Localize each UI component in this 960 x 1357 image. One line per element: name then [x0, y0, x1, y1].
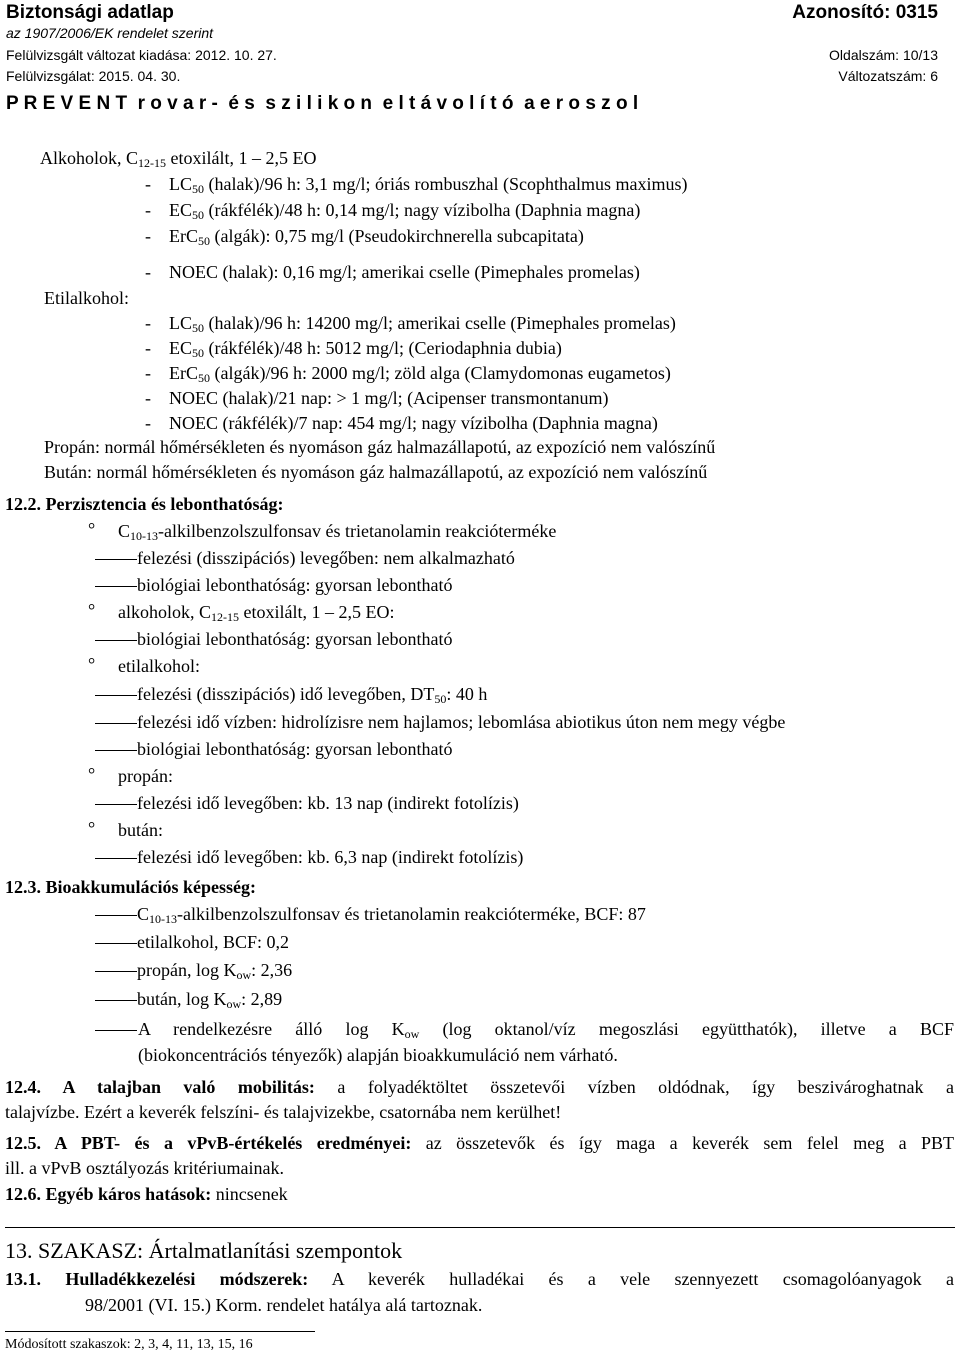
propane-note: Propán: normál hőmérsékleten és nyomáson gáz halmazállapotú, az expozíció nem valószínű: [44, 437, 716, 457]
ethanol-ec50-line: - EC50 (rákfélék)/48 h: 5012 mg/l; (Ceriodaphnia dubia): [145, 338, 562, 360]
document-title: Biztonsági adatlap: [6, 2, 174, 23]
alcohol-ec50-line: - EC50 (rákfélék)/48 h: 0,14 mg/l; nagy vízibolha (Daphnia magna): [145, 200, 641, 222]
s122-c1-b: biológiai lebonthatóság: gyorsan lebontható: [95, 575, 452, 596]
dash-marker: [95, 915, 137, 916]
s122-c3-a: felezési (disszipációs) idő levegőben, DT50: 40 h: [95, 684, 487, 705]
s131-line2: 98/2001 (VI. 15.) Korm. rendelet hatálya alá tartoznak.: [85, 1295, 483, 1315]
ethanol-noec-fish-line: - NOEC (halak)/21 nap: > 1 mg/l; (Acipenser transmontanum): [145, 388, 609, 408]
s123-l5b: (biokoncentrációs tényezők) alapján bioakkumuláció nem várható.: [138, 1045, 618, 1065]
revised-version-date: Felülvizsgált változat kiadása: 2012. 10. 27.: [6, 47, 277, 63]
dash-marker: [95, 750, 137, 751]
dash-marker: [95, 640, 137, 641]
butane-note: Bután: normál hőmérsékleten és nyomáson gáz halmazállapotú, az expozíció nem valószínű: [44, 462, 708, 482]
s123-l3: propán, log Kow: 2,36: [95, 960, 292, 981]
document-id: Azonosító: 0315: [792, 2, 938, 23]
s122-c2-a: biológiai lebonthatóság: gyorsan lebontható: [95, 629, 452, 650]
alcohol-lc50-line: - LC50 (halak)/96 h: 3,1 mg/l; óriás rombuszhal (Scophthalmus maximus): [145, 174, 688, 196]
degree-bullet: °: [88, 654, 96, 674]
product-name: P R E V E N T r o v a r - é s s z i l i k o n e l t á v o l í t ó a e r o s z o l: [6, 93, 639, 114]
modified-sections: Módosított szakaszok: 2, 3, 4, 11, 13, 15, 16: [5, 1337, 253, 1352]
s123-l4: bután, log Kow: 2,89: [95, 989, 282, 1010]
alcohols-heading: Alkoholok, C12-15 etoxilált, 1 – 2,5 EO: [40, 148, 317, 170]
s123-l2: etilalkohol, BCF: 0,2: [95, 932, 289, 953]
section-12-2-heading: 12.2. Perzisztencia és lebonthatóság:: [5, 494, 284, 514]
s123-l1: C10-13-alkilbenzolszulfonsav és trietanolamin reakcióterméke, BCF: 87: [95, 904, 646, 925]
section-12-3-heading: 12.3. Bioakkumulációs képesség:: [5, 877, 257, 897]
s122-c1-a: felezési (disszipációs) levegőben: nem alkalmazható: [95, 548, 515, 569]
review-date: Felülvizsgálat: 2015. 04. 30.: [6, 68, 181, 84]
s124-line2: talajvízbe. Ezért a keverék felszíni- és talajvizekbe, csatornába nem kerülhet!: [5, 1102, 562, 1122]
s124-line1: 12.4. A talajban való mobilitás: a folyadéktöltet összetevői vízben oldódnak, így beszivároghatnak a: [5, 1077, 954, 1097]
dash-marker: [95, 943, 137, 944]
degree-bullet: °: [88, 519, 96, 539]
alcohol-noec-line: - NOEC (halak): 0,16 mg/l; amerikai cselle (Pimephales promelas): [145, 262, 640, 282]
s125-line1: 12.5. A PBT- és a vPvB-értékelés eredményei: az összetevők és így maga a keverék sem felel meg a PBT: [5, 1133, 954, 1153]
ethanol-noec-crustacea-line: - NOEC (rákfélék)/7 nap: 454 mg/l; nagy vízibolha (Daphnia magna): [145, 413, 658, 433]
degree-bullet: °: [88, 818, 96, 838]
degree-bullet: °: [88, 764, 96, 784]
s123-l5-dash: [95, 1019, 137, 1040]
dash-marker: [95, 586, 137, 587]
dash-marker: [95, 971, 137, 972]
s123-l5a: A rendelkezésre álló log Kow (log oktanol/víz megoszlási együtthatók), illetve a BCF: [138, 1019, 954, 1041]
s122-c1-title: C10-13-alkilbenzolszulfonsav és trietanolamin reakcióterméke: [118, 521, 557, 543]
s122-c5-a: felezési idő levegőben: kb. 6,3 nap (indirekt fotolízis): [95, 847, 523, 868]
alcohol-erc50-line: - ErC50 (algák): 0,75 mg/l (Pseudokirchnerella subcapitata): [145, 226, 584, 248]
section-separator: [5, 1227, 955, 1228]
page-number: Oldalszám: 10/13: [829, 47, 938, 63]
s122-c3-c: biológiai lebonthatóság: gyorsan lebontható: [95, 739, 452, 760]
degree-bullet: °: [88, 600, 96, 620]
regulation-text: az 1907/2006/EK rendelet szerint: [6, 25, 214, 41]
dash-marker: [95, 858, 137, 859]
ethanol-erc50-line: - ErC50 (algák)/96 h: 2000 mg/l; zöld alga (Clamydomonas eugametos): [145, 363, 671, 385]
dash-marker: [95, 723, 137, 724]
dash-marker: [95, 695, 137, 696]
s122-c2-title: alkoholok, C12-15 etoxilált, 1 – 2,5 EO:: [118, 602, 395, 624]
s122-c4-title: propán:: [118, 766, 173, 786]
s122-c4-a: felezési idő levegőben: kb. 13 nap (indirekt fotolízis): [95, 793, 519, 814]
version-number: Változatszám: 6: [838, 68, 938, 84]
dash-marker: [95, 559, 137, 560]
s122-c5-title: bután:: [118, 820, 163, 840]
dash-marker: [95, 1000, 137, 1001]
s122-c3-title: etilalkohol:: [118, 656, 200, 676]
s131-line1: 13.1. Hulladékkezelési módszerek: A keverék hulladékai és a vele szennyezett csomagolóanyagok a: [5, 1269, 954, 1289]
s125-line2: ill. a vPvB osztályozás kritériumainak.: [5, 1158, 284, 1178]
ethanol-lc50-line: - LC50 (halak)/96 h: 14200 mg/l; amerikai cselle (Pimephales promelas): [145, 313, 676, 335]
dash-marker: [95, 1030, 137, 1031]
ethanol-label: Etilalkohol:: [44, 288, 129, 308]
footer-rule: [5, 1331, 315, 1332]
s122-c3-b: felezési idő vízben: hidrolízisre nem hajlamos; lebomlása abiotikus úton nem megy végbe: [95, 712, 785, 733]
section-13-heading: 13. SZAKASZ: Ártalmatlanítási szempontok: [5, 1238, 403, 1263]
dash-marker: [95, 804, 137, 805]
s126-line: 12.6. Egyéb káros hatások: nincsenek: [5, 1184, 288, 1204]
